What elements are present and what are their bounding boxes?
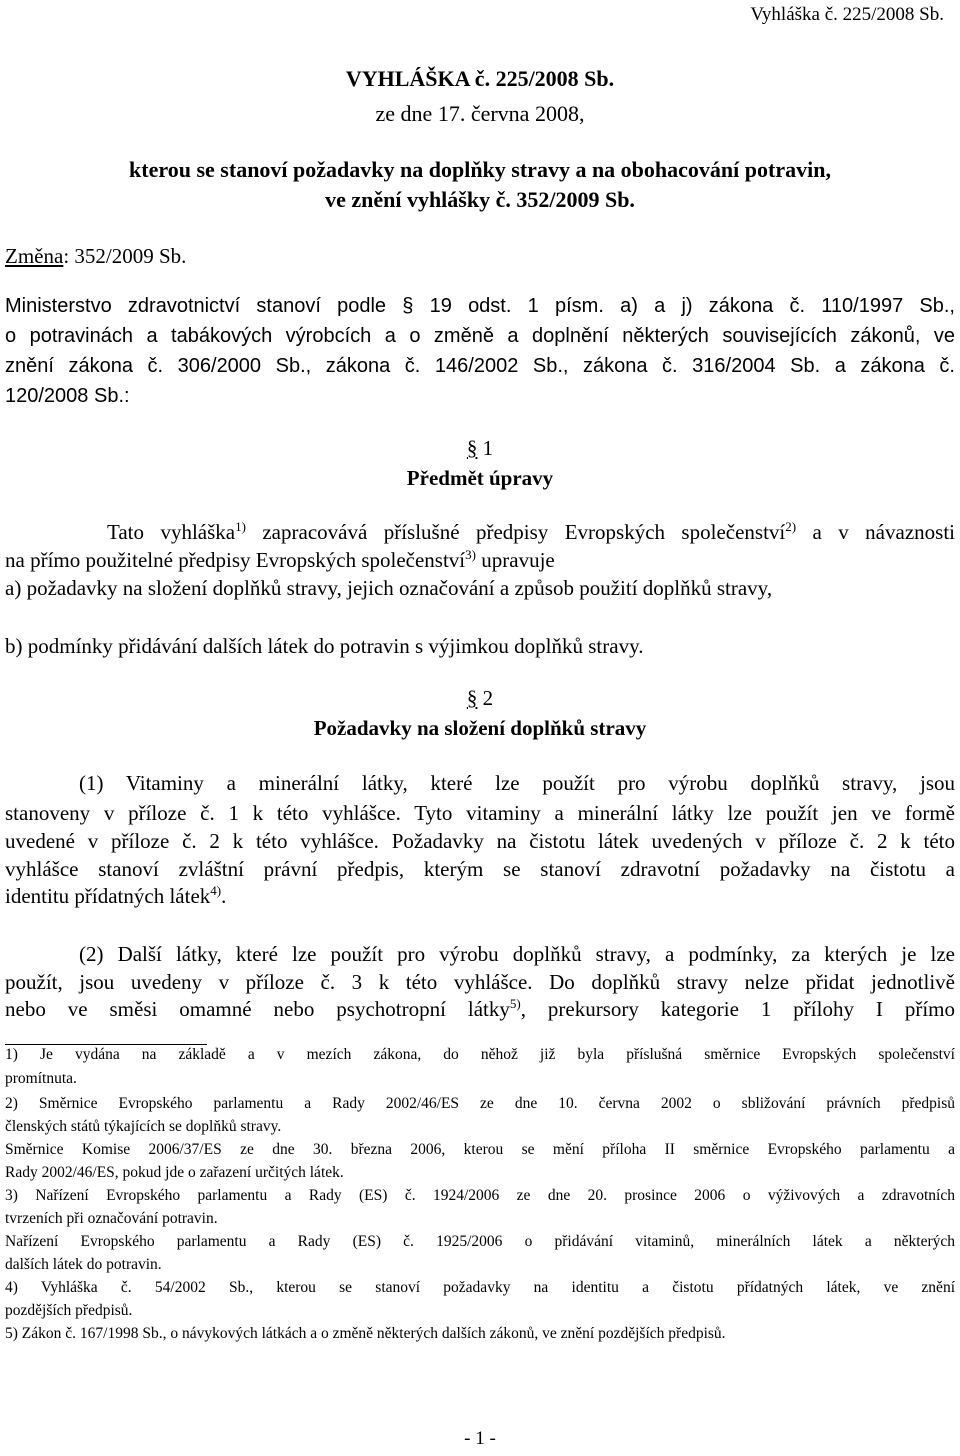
text-run: , prekursory kategorie 1 přílohy I přímo — [520, 997, 955, 1021]
amendment-label: Změna — [5, 244, 64, 268]
section-number-text: 2 — [477, 686, 494, 710]
section-2-para1-line: stanoveny v příloze č. 1 k této vyhlášce. Tyto vitaminy a minerální látky lze použít jen ve formě — [5, 801, 955, 825]
text-run: zapracovává příslušné předpisy Evropských společenství — [245, 520, 786, 544]
section-2-number — [0, 686, 960, 711]
section-2-para1-line — [5, 771, 955, 796]
section-1-number — [0, 436, 960, 461]
footnote-ref: 2) — [785, 519, 797, 534]
footnote-line: 5) Zákon č. 167/1998 Sb., o návykových látkách a o změně některých dalších zákonů, ve znění pozdějších předpisů. — [5, 1325, 726, 1342]
text-run: (2) Další látky, které lze použít pro výrobu doplňků stravy, a podmínky, za kterých je lze — [79, 942, 955, 966]
section-2-para1-line: uvedené v příloze č. 2 k této vyhlášce. Požadavky na čistotu látek uvedených v příloze č. 2 k této — [5, 829, 955, 853]
amendment-value: : 352/2009 Sb. — [63, 244, 187, 268]
preamble-line: znění zákona č. 306/2000 Sb., zákona č. 146/2002 Sb., zákona č. 316/2004 Sb. a zákona č. — [5, 355, 955, 377]
section-2-para2-line: použít, jsou uvedeny v příloze č. 3 k této vyhlášce. Do doplňků stravy nelze přidat jednotlivě — [5, 970, 955, 994]
section-2-para1-line — [5, 884, 226, 909]
section-symbol: § — [466, 686, 478, 710]
footnote-line: 4) Vyhláška č. 54/2002 Sb., kterou se stanoví požadavky na identitu a čistotu přídatných látek, ve znění — [5, 1279, 955, 1296]
preamble-line: 120/2008 Sb.: — [5, 385, 130, 407]
document-date: ze dne 17. června 2008, — [375, 101, 585, 126]
footnote-ref: 3) — [465, 547, 476, 562]
footnote-line: 2) Směrnice Evropského parlamentu a Rady 2002/46/ES ze dne 10. června 2002 o sbližování právních předpisů — [5, 1095, 955, 1112]
section-2-para1-line: vyhlášce stanoví zvláštní právní předpis, kterým se stanoví zdravotní požadavky na čistotu a — [5, 857, 955, 881]
footnote-line: Směrnice Komise 2006/37/ES ze dne 30. března 2006, kterou se mění příloha II směrnice Evropského parlamentu a — [5, 1141, 955, 1158]
footnote-line: dalších látek do potravin. — [5, 1256, 162, 1273]
document-subject: kterou se stanoví požadavky na doplňky stravy a na obohacování potravin, — [129, 157, 831, 182]
footnote-separator — [5, 1044, 207, 1045]
footnote-line: Rady 2002/46/ES, pokud jde o zařazení určitých látek. — [5, 1164, 344, 1181]
text-run: (1) Vitaminy a minerální látky, které lze použít pro výrobu doplňků stravy, jsou — [79, 771, 955, 795]
footnote-line: pozdějších předpisů. — [5, 1302, 133, 1319]
footnote-ref: 5) — [509, 996, 521, 1011]
section-1-paragraph-line — [5, 548, 555, 573]
footnote-line: členských států týkajících se doplňků stravy. — [5, 1118, 282, 1135]
footnote-line: promítnuta. — [5, 1070, 77, 1087]
footnote-ref: 1) — [235, 519, 246, 534]
text-run: identitu přídatných látek — [5, 884, 211, 908]
footnote-ref: 4) — [210, 883, 222, 898]
running-header: Vyhláška č. 225/2008 Sb. — [750, 4, 944, 25]
section-2-para2-line — [5, 997, 955, 1022]
section-1-item-a: a) požadavky na složení doplňků stravy, jejich označování a způsob použití doplňků stravy, — [5, 576, 773, 600]
document-title: VYHLÁŠKA č. 225/2008 Sb. — [345, 66, 615, 91]
section-symbol: § — [466, 436, 478, 460]
text-run: upravuje — [476, 548, 555, 572]
footnote-line: tvrzeních při označování potravin. — [5, 1210, 218, 1227]
preamble-line: o potravinách a tabákových výrobcích a o změně a doplnění některých souvisejících zákonů, ve — [5, 325, 955, 347]
preamble-line: Ministerstvo zdravotnictví stanoví podle § 19 odst. 1 písm. a) a j) zákona č. 110/1997 Sb., — [5, 295, 955, 317]
section-1-heading: Předmět úpravy — [406, 466, 554, 490]
text-run: a v návaznosti — [796, 520, 955, 544]
text-run: . — [221, 884, 227, 908]
section-2-para2-line — [5, 942, 955, 967]
section-2-heading: Požadavky na složení doplňků stravy — [313, 716, 647, 740]
footnote-line: Nařízení Evropského parlamentu a Rady (ES) č. 1925/2006 o přidávání vitaminů, minerálních látek a některých — [5, 1233, 955, 1250]
footnote-line: 3) Nařízení Evropského parlamentu a Rady (ES) č. 1924/2006 ze dne 20. prosince 2006 o výživových a zdravotních — [5, 1187, 955, 1204]
text-run: nebo ve směsi omamné nebo psychotropní látky — [5, 997, 510, 1021]
document-amendment-note: ve znění vyhlášky č. 352/2009 Sb. — [325, 187, 635, 212]
amendment-line — [5, 244, 186, 269]
footnote-line: 1) Je vydána na základě a v mezích zákona, do něhož již byla příslušná směrnice Evropských společenství — [5, 1046, 955, 1063]
page-number: - 1 - — [464, 1428, 496, 1449]
text-run: Tato vyhláška — [107, 520, 236, 544]
section-number-text: 1 — [477, 436, 494, 460]
text-run: na přímo použitelné předpisy Evropských společenství — [5, 548, 466, 572]
section-1-paragraph-line — [5, 520, 955, 545]
section-1-item-b: b) podmínky přidávání dalších látek do potravin s výjimkou doplňků stravy. — [5, 634, 644, 658]
